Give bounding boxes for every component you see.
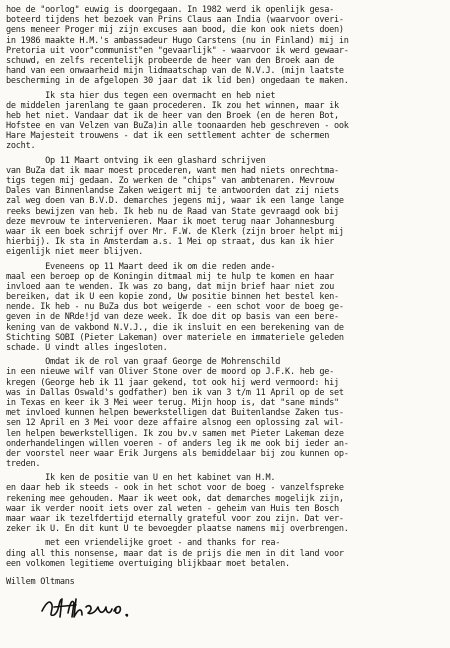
text-line: ding all this nonsense, maar dat is de prijs die men in dit land voor bbox=[6, 548, 344, 559]
text-line: Hare Majesteit trouwens - dat ik een settlement achter de schermen bbox=[6, 131, 330, 142]
text-line: der voorstel neer waar Erik Jurgens als bemiddelaar bij zou kunnen op- bbox=[6, 448, 349, 459]
text-line: Dales van Binnenlandse Zaken weigert mij te antwoorden dat zij niets bbox=[6, 186, 339, 197]
text-line: kening van de vakbond N.V.J., die ik insluit en een berekening van de bbox=[6, 322, 344, 333]
text-line: hoe de "oorlog" euwig is doorgegaan. In 1982 werd ik openlijk gesa- bbox=[6, 5, 335, 15]
text-line: tigs tegen mij gedaan. Zo werken de "chips" van ambtenaren. Mevrouw bbox=[6, 176, 335, 186]
text-line: Omdat ik de rol van graaf George de Mohrenschild bbox=[6, 357, 281, 368]
text-line: hierbij). Ik sta in Amsterdam a.s. 1 Mei op straat, dus kan ik hier bbox=[6, 237, 335, 248]
text-line: kregen (George heb ik 11 jaar gekend, tot ook hij werd vermoord: hij bbox=[6, 377, 339, 388]
paragraph bbox=[6, 473, 446, 534]
text-line: en daar heb ik steeds - ook in het schot voor de boeg - vanzelfspreke bbox=[6, 483, 344, 494]
text-line: treden. bbox=[6, 459, 41, 470]
text-line: eigenlijk niet meer blijven. bbox=[6, 247, 144, 258]
text-line: Op 11 Maart ontving ik een glashard schrijven bbox=[6, 155, 266, 166]
text-line: was in Dallas Oswald's godfather) ben ik van 3 t/m 11 April op de set bbox=[6, 387, 344, 398]
text-line: geven in de NRde!jd van deze week. Ik doe dit op basis van een bere- bbox=[6, 312, 339, 323]
text-line: gens meneer Proger mij zijn excuses aan bood, die kon ook niets doen) bbox=[6, 25, 344, 36]
text-line: nende. Ik heb - nu BuZa dus bot weigerde - een schot voor de boeg ge- bbox=[6, 302, 344, 313]
paragraph bbox=[6, 5, 446, 87]
paragraph bbox=[6, 357, 446, 469]
text-line: len helpen bewerkstelligen. Ik zou bv.v samen met Pieter Lakeman deze bbox=[6, 428, 344, 439]
text-line: de middelen jarenlang te gaan procederen. Ik zou het winnen, maar ik bbox=[6, 100, 339, 111]
text-line: bereiken, dat ik U een kopie zond, Uw positie binnen het bestel ken- bbox=[6, 292, 339, 303]
text-line: een volkomen legitieme overtuiging blijkbaar moet betalen. bbox=[6, 558, 290, 569]
paragraph bbox=[6, 156, 446, 258]
text-line: heb het niet. Vandaar dat ik de heer van den Broek (en de heren Bot, bbox=[6, 110, 339, 121]
text-line: onderhandelingen willen voeren - of anders leg ik me ook bij ieder an- bbox=[6, 438, 349, 449]
text-line: in Texas en keer ik 3 Mei weer terug. Mijn hoop is, dat "sane minds" bbox=[6, 397, 339, 408]
text-line: schuwd, en zelfs recentelijk probeerde de heer van den Broek aan de bbox=[6, 55, 335, 66]
text-line: Eveneens op 11 Maart deed ik om die reden ande- bbox=[6, 261, 276, 272]
text-line: boteerd tijdens het bezoek van Prins Claus aan India (waarvoor overi- bbox=[6, 15, 344, 26]
text-line: in 1986 maakte H.M.'s ambassadeur Hugo Carstens (nu in Finland) mij in bbox=[6, 35, 349, 46]
text-line: zeker ik U. En dit kunt U te bevoegder plaatse namens mij overbrengen. bbox=[6, 524, 349, 535]
text-line: met invloed kunnen helpen bewerkstelligen dat Buitenlandse Zaken tus- bbox=[6, 408, 344, 419]
text-line: bescherming in de afgelopen 30 jaar dat ik lid ben) ongedaan te maken. bbox=[6, 76, 349, 87]
text-line: reeks bewijzen van heb. Ik heb nu de Raad van State gevraagd ook bij bbox=[6, 206, 339, 217]
text-line: Ik ken de positie van U en het kabinet van H.M. bbox=[6, 473, 276, 484]
text-line: invloed aan te wenden. Ik was zo bang, dat mijn brief haar niet zou bbox=[6, 281, 335, 292]
text-line: met een vriendelijke groet - and thanks for rea- bbox=[6, 538, 281, 549]
text-line: maal een beroep op de Koningin ditmaal mij te hulp te komen en haar bbox=[6, 271, 335, 282]
text-line: hand van een onwaarheid mijn lidmaatschap van de N.V.J. (mijn laatste bbox=[6, 66, 344, 77]
text-line: zocht. bbox=[6, 141, 36, 152]
paragraph bbox=[6, 91, 446, 152]
text-line: zal weg doen van B.V.D. demarches jegens mij, waar ik een lange lange bbox=[6, 196, 344, 207]
paragraph bbox=[6, 538, 446, 569]
text-line: sen 12 April en 3 Mei voor deze affaire alsnog een oplossing zal wil- bbox=[6, 418, 344, 429]
text-line: Pretoria uit voor"communist"en "gevaarlijk" - waarvoor ik werd gewaar- bbox=[6, 45, 349, 56]
text-line: waar ik verder nooit iets over zal weten - geheim van Huis ten Bosch bbox=[6, 503, 339, 514]
text-line: schade. U vindt alles ingesloten. bbox=[6, 343, 168, 353]
handwritten-signature-icon bbox=[36, 589, 146, 623]
text-line: rekening mee gehouden. Maar ik weet ook, dat demarches mogelijk zijn, bbox=[6, 493, 344, 504]
signatory-name: Willem Oltmans bbox=[6, 576, 75, 587]
paragraph bbox=[6, 262, 446, 354]
text-line: waar ik een boek schrijf over Mr. F.W. de Klerk (zijn broer helpt mij bbox=[6, 226, 344, 237]
text-line: van BuZa dat ik maar moest procederen, want men had niets onrechtma- bbox=[6, 165, 339, 176]
text-line: Stichting SOBI (Pieter Lakeman) over materiele en immateriele geleden bbox=[6, 332, 344, 343]
letter-body bbox=[6, 5, 446, 569]
text-line: maar waar ik tezelfdertijd eternally grateful voor zou zijn. Dat ver- bbox=[6, 514, 344, 524]
text-line: in een nieuwe wilf van Oliver Stone over de moord op J.F.K. heb ge- bbox=[6, 367, 335, 378]
text-line: Ik sta hier dus tegen een overmacht en heb niet bbox=[6, 90, 276, 101]
text-line: Hofstee en van Velzen van BuZa)in alle toonaarden heb geschreven - ook bbox=[6, 121, 349, 132]
text-line: deze mevrouw te intervenieren. Maar ik moet terug naar Johannesburg bbox=[6, 216, 335, 227]
